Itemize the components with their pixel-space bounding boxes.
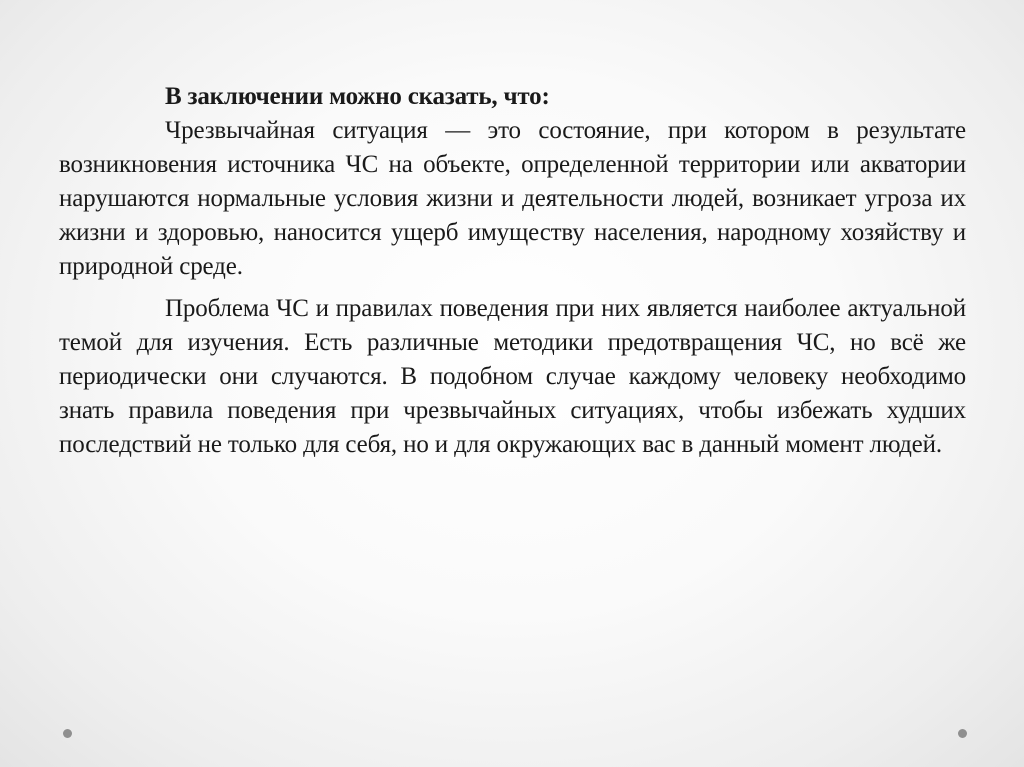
paragraph-problem: Проблема ЧС и правилах поведения при них является наиболее актуальной темой для изучения. Есть различные методики предотвращения ЧС, но всё же периодически они случаются. В подобном случае каждому человеку необходимо знать правила поведения при чрезвычайных ситуациях, чтобы избежать худших последствий не только для себя, но и для окружающих вас в данный момент людей. <box>59 295 966 458</box>
corner-dot-left <box>63 729 72 738</box>
slide-heading: В заключении можно сказать, что: <box>165 83 550 110</box>
corner-dot-right <box>958 729 967 738</box>
paragraph-definition: Чрезвычайная ситуация — это состояние, при котором в результате возникновения источника ЧС на объекте, определенной территории или акватории нарушаются нормальные условия жизни и деятельности людей, возникает угроза их жизни и здоровью, наносится ущерб имуществу населения, народному хозяйству и природной среде. <box>59 117 966 280</box>
slide-content <box>59 80 966 470</box>
